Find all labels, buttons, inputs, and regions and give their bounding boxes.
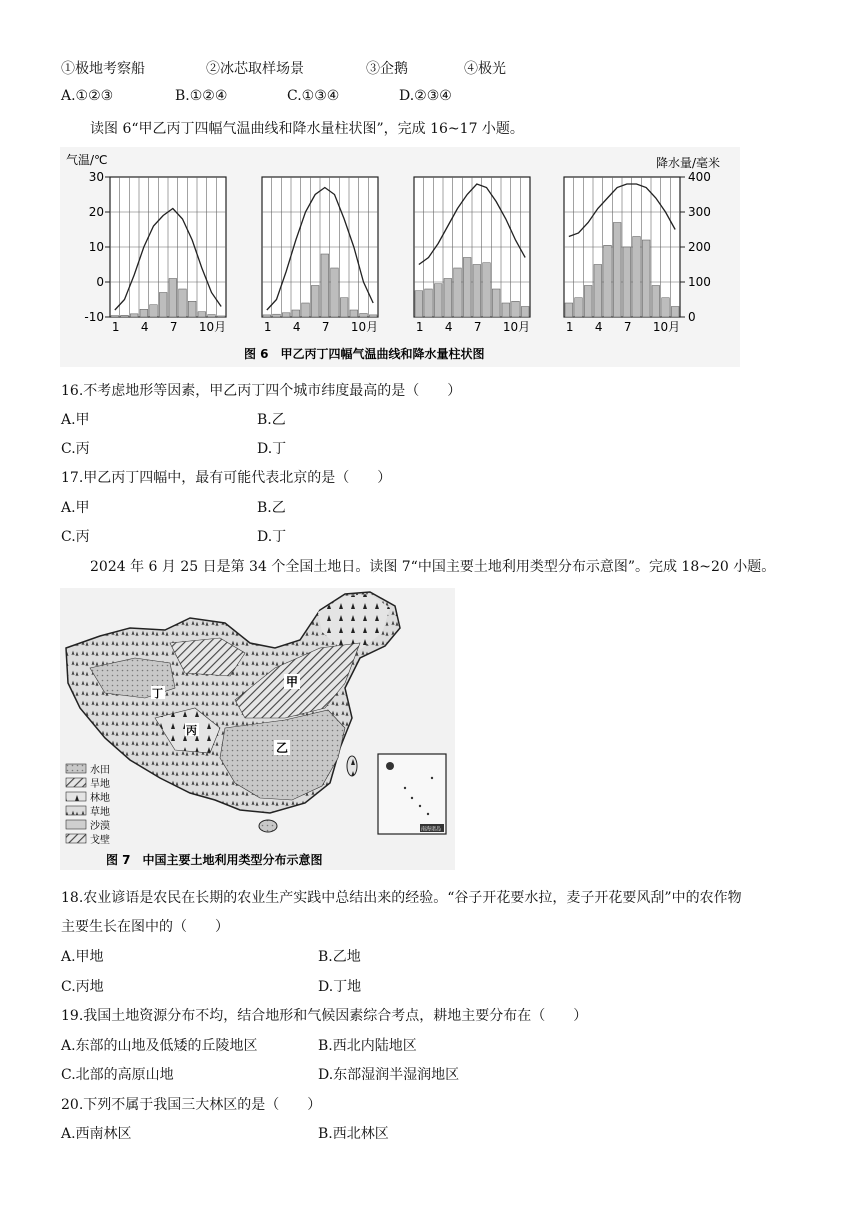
- month-tick-label: 10月: [502, 320, 531, 334]
- month-tick-label: 4: [594, 320, 603, 334]
- q16-stem: 16.不考虑地形等因素，甲乙丙丁四个城市纬度最高的是（ ）: [61, 383, 462, 399]
- temp-tick-label: -10: [84, 310, 104, 324]
- climate-panel: [262, 177, 378, 334]
- precip-bar: [369, 315, 377, 317]
- month-tick-label: 1: [415, 320, 424, 334]
- climate-panel: [414, 177, 530, 334]
- precip-bar: [483, 263, 491, 317]
- climate-chart-figure: [60, 147, 740, 367]
- legend-paddy: 水田: [90, 765, 110, 776]
- q20-stem: 20.下列不属于我国三大林区的是（ ）: [61, 1097, 322, 1113]
- hainan-island: [259, 820, 277, 832]
- month-tick-label: 4: [140, 320, 149, 334]
- precipitation-axis-label: 降水量/毫米: [656, 156, 721, 170]
- temp-tick-label: 30: [88, 170, 104, 184]
- inset-label: 南海诸岛: [421, 826, 442, 833]
- fig7-caption: 图 7 中国主要土地利用类型分布示意图: [106, 853, 323, 867]
- precip-bar: [198, 312, 206, 317]
- precip-bar: [671, 307, 679, 318]
- item-4: ④极光: [464, 61, 506, 77]
- label-yi: 乙: [276, 741, 289, 755]
- precip-bar: [340, 298, 348, 317]
- q16-option-a: A.甲: [61, 412, 90, 428]
- precip-bar: [584, 286, 592, 318]
- climate-panel: [110, 177, 226, 334]
- q16-option-d: D.丁: [257, 441, 287, 457]
- month-tick-label: 10月: [350, 320, 379, 334]
- precip-bar: [217, 316, 225, 317]
- precip-bar: [521, 307, 529, 318]
- q18-option-c: C.丙地: [61, 979, 104, 995]
- precip-bar: [302, 303, 310, 317]
- legend-gobi: 戈壁: [90, 835, 110, 846]
- precip-tick-label: 0: [688, 310, 696, 324]
- precip-bar: [150, 305, 158, 317]
- land-use-map-svg: [60, 588, 455, 870]
- precip-bar: [111, 316, 119, 317]
- map-legend: [66, 763, 110, 846]
- month-tick-label: 10月: [198, 320, 227, 334]
- q20-option-a: A.西南林区: [61, 1126, 132, 1142]
- fig6-caption: 图 6 甲乙丙丁四幅气温曲线和降水量柱状图: [244, 347, 485, 361]
- q18-option-a: A.甲地: [61, 949, 104, 965]
- south-china-sea-inset: [378, 754, 446, 834]
- q17-option-c: C.丙: [61, 529, 90, 545]
- precip-bar: [575, 298, 583, 317]
- precip-bar: [434, 284, 442, 317]
- temp-tick-label: 10: [88, 240, 104, 254]
- legend-forest: 林地: [90, 793, 110, 804]
- month-tick-label: 4: [292, 320, 301, 334]
- precip-bar: [473, 265, 481, 318]
- q17-option-a: A.甲: [61, 500, 90, 516]
- precip-bar: [331, 268, 339, 317]
- precip-bar: [652, 286, 660, 318]
- precip-bar: [292, 310, 300, 317]
- q15-option-c: C.①③④: [287, 88, 340, 104]
- q19-option-a: A.东部的山地及低矮的丘陵地区: [61, 1038, 258, 1054]
- q17-stem: 17.甲乙丙丁四幅中，最有可能代表北京的是（ ）: [61, 470, 392, 486]
- precip-bar: [633, 237, 641, 318]
- q15-option-a: A.①②③: [61, 88, 114, 104]
- precip-bar: [613, 223, 621, 318]
- precip-bar: [454, 268, 462, 317]
- precip-bar: [159, 293, 167, 318]
- precip-bar: [188, 301, 196, 317]
- q18-option-d: D.丁地: [318, 979, 362, 995]
- climate-panel: [564, 177, 680, 334]
- precip-bar: [463, 258, 471, 318]
- q17-option-d: D.丁: [257, 529, 287, 545]
- q19-option-c: C.北部的高原山地: [61, 1067, 174, 1083]
- label-jia: 甲: [286, 675, 299, 689]
- precip-bar: [140, 309, 148, 317]
- month-tick-label: 7: [623, 320, 632, 334]
- precip-tick-label: 200: [688, 240, 711, 254]
- legend-dryland: 旱地: [90, 779, 110, 790]
- temp-tick-label: 0: [96, 275, 104, 289]
- temp-tick-label: 20: [88, 205, 104, 219]
- precip-tick-label: 400: [688, 170, 711, 184]
- precip-bar: [444, 279, 452, 318]
- q19-stem: 19.我国土地资源分布不均，结合地形和气候因素综合考点，耕地主要分布在（ ）: [61, 1008, 588, 1024]
- precip-tick-label: 300: [688, 205, 711, 219]
- month-tick-label: 7: [321, 320, 330, 334]
- precip-bar: [623, 247, 631, 317]
- q18-option-b: B.乙地: [318, 949, 361, 965]
- precip-bar: [662, 298, 670, 317]
- climate-charts-svg: [60, 147, 740, 367]
- precip-bar: [415, 291, 423, 317]
- legend-desert: 沙漠: [90, 821, 110, 832]
- precip-bar: [273, 314, 281, 317]
- month-tick-label: 1: [565, 320, 574, 334]
- item-3: ③企鹅: [366, 61, 408, 77]
- precip-tick-label: 100: [688, 275, 711, 289]
- q15-option-b: B.①②④: [175, 88, 228, 104]
- q16-option-c: C.丙: [61, 441, 90, 457]
- q20-option-b: B.西北林区: [318, 1126, 389, 1142]
- q16-option-b: B.乙: [257, 412, 286, 428]
- fig7-intro: 2024 年 6 月 25 日是第 34 个全国土地日。读图 7“中国主要土地利用类型分布示意图”。完成 18~20 小题。: [90, 559, 776, 575]
- month-tick-label: 1: [263, 320, 272, 334]
- taiwan-island: [347, 756, 357, 776]
- precip-bar: [208, 315, 216, 317]
- precip-bar: [425, 289, 433, 317]
- precip-bar: [512, 301, 520, 317]
- precip-bar: [360, 314, 368, 318]
- item-2: ②冰芯取样场景: [206, 61, 304, 77]
- q18-stem-line2: 主要生长在图中的（ ）: [61, 919, 229, 935]
- q18-stem-line1: 18.农业谚语是农民在长期的农业生产实践中总结出来的经验。“谷子开花要水拉，麦子开花要风刮”中的农作物: [61, 890, 742, 906]
- precip-bar: [565, 303, 573, 317]
- q19-option-b: B.西北内陆地区: [318, 1038, 417, 1054]
- precip-bar: [169, 279, 177, 318]
- month-tick-label: 4: [444, 320, 453, 334]
- precip-bar: [311, 286, 319, 318]
- month-tick-label: 10月: [652, 320, 681, 334]
- month-tick-label: 1: [111, 320, 120, 334]
- label-ding: 丁: [152, 687, 163, 700]
- precip-bar: [121, 315, 129, 317]
- q15-option-d: D.②③④: [399, 88, 452, 104]
- precip-bar: [642, 240, 650, 317]
- precip-bar: [594, 265, 602, 318]
- precip-bar: [502, 303, 510, 317]
- precip-bar: [179, 289, 187, 317]
- month-tick-label: 7: [473, 320, 482, 334]
- temperature-axis-label: 气温/℃: [66, 153, 108, 167]
- month-tick-label: 7: [169, 320, 178, 334]
- precip-bar: [492, 289, 500, 317]
- precip-bar: [282, 313, 290, 317]
- label-bing: 丙: [186, 724, 197, 737]
- q17-option-b: B.乙: [257, 500, 286, 516]
- precip-bar: [604, 245, 612, 317]
- legend-grassland: 草地: [90, 807, 110, 818]
- precip-bar: [263, 315, 271, 317]
- precip-bar: [130, 314, 138, 317]
- fig6-intro: 读图 6“甲乙丙丁四幅气温曲线和降水量柱状图”，完成 16~17 小题。: [90, 121, 524, 137]
- land-use-map-figure: [60, 588, 455, 870]
- item-1: ①极地考察船: [61, 61, 145, 77]
- precip-bar: [321, 254, 329, 317]
- precip-bar: [350, 310, 358, 317]
- q19-option-d: D.东部湿润半湿润地区: [318, 1067, 460, 1083]
